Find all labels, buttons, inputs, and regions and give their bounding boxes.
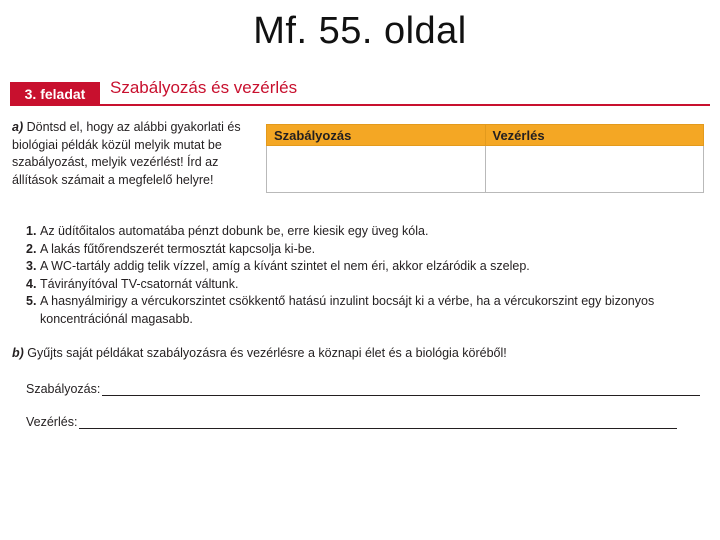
part-b-text: Gyűjts saját példákat szabályozásra és vezérlésre a köznapi élet és a biológia köréből! — [23, 346, 507, 360]
column-header-vezerles: Vezérlés — [485, 125, 704, 146]
statement-number: 3. — [26, 259, 37, 273]
statement-item — [26, 223, 716, 241]
part-b-label: b) — [12, 346, 24, 360]
slide-title: Mf. 55. oldal — [253, 10, 467, 52]
statement-number: 4. — [26, 276, 37, 291]
task-number-badge: 3. feladat — [10, 82, 100, 106]
part-a-text: Döntsd el, hogy az alábbi gyakorlati és biológiai példák közül melyik mutat be szabályozást, melyik vezérlést! Írd az állítások számait a megfelelő helyre! — [12, 120, 241, 187]
statement-text: A hasnyálmirigy a vércukorszintet csökkentő hatású inzulint bocsájt ki a vérbe, ha a vércukorszint egy bizonyos koncentrációnál magasabb. — [40, 294, 655, 326]
classification-table — [266, 124, 704, 193]
answer-line-szabalyozas — [26, 382, 700, 396]
statement-list — [26, 223, 716, 328]
header-divider — [10, 104, 710, 106]
answer-blank-szabalyozas[interactable] — [102, 383, 700, 396]
statement-item — [26, 241, 716, 259]
statement-number: 1. — [26, 224, 37, 238]
statement-number: 5. — [26, 294, 37, 308]
statement-text: A WC-tartály addig telik vízzel, amíg a kívánt szintet el nem éri, akkor elzáródik a szelep. — [40, 259, 530, 273]
answer-cell-vezerles[interactable] — [485, 146, 704, 193]
statement-item — [26, 276, 716, 294]
part-a-label: a) — [12, 120, 24, 134]
answer-cell-szabalyozas[interactable] — [267, 146, 486, 193]
answer-line-label: Szabályozás: — [26, 382, 101, 396]
column-header-szabalyozas: Szabályozás — [267, 125, 486, 146]
part-a-instructions — [12, 119, 257, 189]
task-title: Szabályozás és vezérlés — [110, 78, 298, 97]
answer-blank-vezerles[interactable] — [79, 416, 677, 429]
statement-text: A lakás fűtőrendszerét termosztát kapcsolja ki-be. — [40, 241, 316, 256]
task-header — [10, 78, 710, 108]
statement-text: Távirányítóval TV-csatornát váltunk. — [40, 276, 239, 291]
statement-text: Az üdítőitalos automatába pénzt dobunk be, erre kiesik egy üveg kóla. — [40, 224, 429, 238]
part-b-instructions — [12, 345, 712, 363]
statement-number: 2. — [26, 241, 37, 256]
statement-item — [26, 293, 716, 328]
statement-item — [26, 258, 716, 276]
answer-line-vezerles — [26, 415, 677, 429]
answer-line-label: Vezérlés: — [26, 415, 78, 429]
